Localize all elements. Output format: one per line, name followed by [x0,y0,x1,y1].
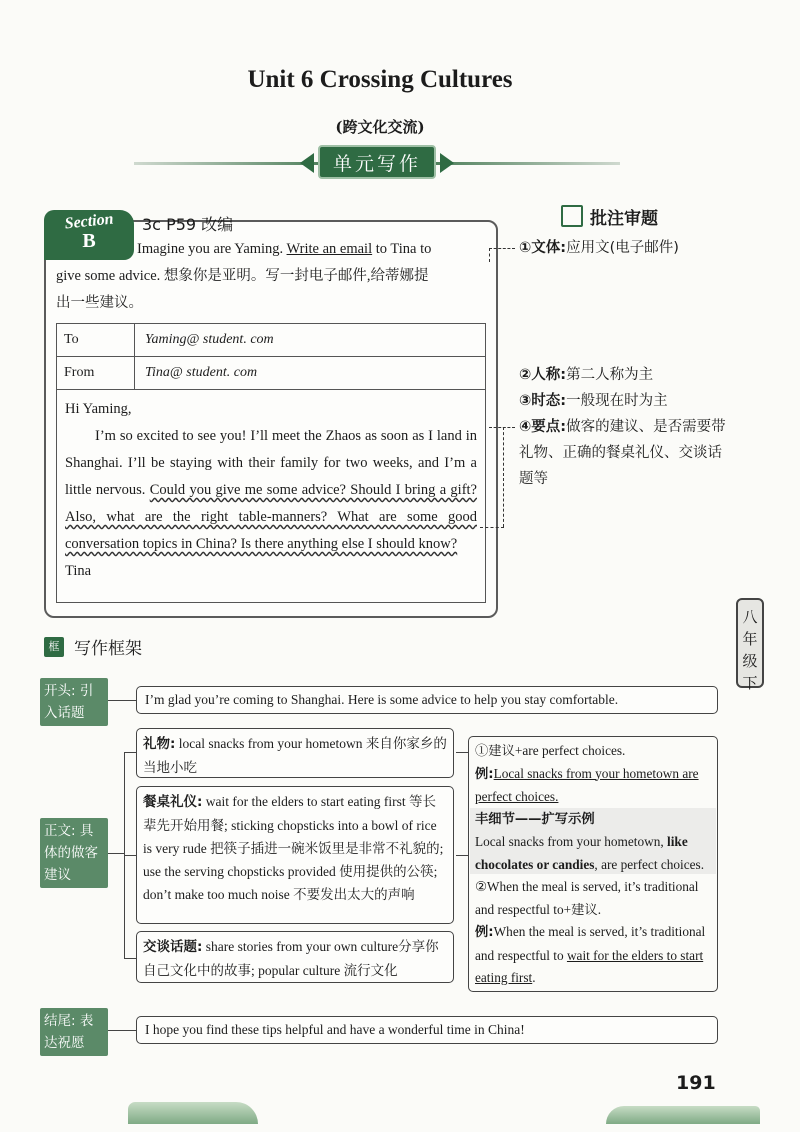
instruction-keyphrase: Write an email [286,241,373,257]
connector-4-foot [480,527,504,528]
email-from-value: Tina@ student. com [145,365,258,380]
connector-4-vertical [503,427,504,527]
detail-c: , are perfect choices. [594,856,705,872]
email-signature: Tina [65,563,92,579]
email-from-label: From [57,357,135,389]
instruction-line-2: give some advice. 想象你是亚明。写一封电子邮件,给蒂娜提 [56,268,429,284]
example-2-a: When the meal is served, it’s traditional and respectful to [475,924,706,963]
annotation-points-text: 做客的建议、是否需要带礼物、正确的餐桌礼仪、交谈话题等 [519,419,726,487]
bracket-tick-3 [124,958,136,959]
banner-line-left [134,162,324,165]
email-to-row [57,324,485,357]
section-word: Section [63,210,115,233]
email-table [56,323,486,603]
annotation-tense-text: 一般现在时为主 [566,393,668,409]
footer-decoration-left [128,1102,258,1124]
example-2-c: . [532,970,536,985]
banner-line-right [434,162,620,165]
connector-4 [489,427,515,428]
gift-head: 礼物: [143,736,176,752]
annotation-genre-text: 应用文(电子邮件) [566,240,679,256]
connector-1 [489,248,515,249]
annotation-tense [519,388,668,414]
framework-icon: 框 [44,637,64,657]
example-1 [475,763,711,809]
annotation-tense-label: ③时态: [519,393,567,409]
pattern-2: ②When the meal is served, it’s traditional and respectful to+建议. [475,879,699,917]
banner-arrow-right-icon [440,153,454,173]
example-1-text: Local snacks from your hometown are perfect choices. [475,765,699,804]
email-paragraph [65,423,477,558]
annotation-person [519,362,653,388]
open-connector [108,700,136,701]
task-source: 3c P59 改编 [142,215,234,234]
right-connector-1 [456,752,468,753]
close-connector [108,1030,136,1031]
email-body-plain: I’m so excited to see you! I’ll meet the Zhaos as soon as I land in Shanghai. I’ll be staying with their family for two weeks, and I’m a little nervous. [65,428,477,498]
email-to-value: Yaming@ student. com [145,332,274,347]
bracket-tick-1 [124,752,136,753]
annotation-person-label: ②人称: [519,367,567,383]
detail-example [475,831,711,876]
instruction-text-end: to Tina to [372,241,432,257]
manners-head: 餐桌礼仪: [143,794,203,810]
instruction-text: Imagine you are Yaming. [137,241,287,257]
email-to-label: To [57,324,135,356]
topics-text: share stories from your own culture分享你自己文化中的故事; popular culture 流行文化 [143,939,439,978]
section-tab [44,210,134,260]
pen-edit-icon [561,205,583,227]
page-number: 191 [676,1072,716,1094]
email-from-row [57,357,485,390]
annotation-genre-label: ①文体: [519,240,567,256]
detail-heading: 丰细节——扩写示例 [475,811,595,827]
pattern-1: ①建议+are perfect choices. [475,743,626,758]
detail-a: Local snacks from your hometown, [475,834,668,849]
right-connector-2 [456,855,468,856]
instruction-line-1 [137,236,489,263]
banner-arrow-left-icon [300,153,314,173]
section-banner: 单元写作 [318,145,436,179]
annotation-genre [519,235,679,261]
gift-text: local snacks from your hometown 来自你家乡的当地小吃 [143,736,447,775]
email-body-questions: Could you give me some advice? Should I bring a gift? Also, what are the right table-manners? What are some good conversation topics in China? Is there anything else I should know? [65,482,477,552]
connector-1-tick [489,248,490,262]
detail-b: like chocolates or candies [475,834,688,872]
example-2-b: wait for the elders to start eating first [475,947,704,985]
opening-label: 开头: 引入话题 [40,678,108,726]
opening-sentence-box: I’m glad you’re coming to Shanghai. Here is some advice to help you stay comfortable. [136,686,718,714]
table-manners-box [136,786,454,924]
unit-subtitle: (跨文化交流) [335,118,425,136]
framework-heading: 写作框架 [74,639,142,659]
annotation-person-text: 第二人称为主 [566,367,654,383]
example-1-label: 例: [475,766,494,782]
topics-box [136,931,454,983]
body-label: 正文: 具体的做客建议 [40,818,108,888]
sentence-pattern-box [468,736,718,992]
annotation-points-label: ④要点: [519,419,567,435]
email-body [57,390,485,602]
annotation-heading: 批注审题 [590,209,658,229]
example-2 [475,921,711,990]
topics-head: 交谈话题: [143,939,203,955]
section-letter: B [82,230,96,252]
example-2-label: 例: [475,925,494,940]
annotation-points [519,414,729,492]
email-greeting: Hi Yaming, [65,401,132,417]
closing-label: 结尾: 表达祝愿 [40,1008,108,1056]
body-connector [108,853,124,854]
gift-box [136,728,454,778]
footer-decoration-right [606,1106,760,1124]
unit-title: Unit 6 Crossing Cultures [247,66,513,93]
grade-side-tab: 八年级下 [736,598,764,688]
manners-text: wait for the elders to start eating first 等长辈先开始用餐; sticking chopsticks into a bowl of rice is very rude 把筷子插进一碗米饭里是非常不礼貌的; use the serving chopsticks provided 使用提供的公筷; don’t make too much noise 不要发出太大的声响 [143,794,444,902]
bracket-tick-2 [124,855,136,856]
instruction-line-3: 出一些建议。 [56,295,143,311]
closing-sentence-box: I hope you find these tips helpful and have a wonderful time in China! [136,1016,718,1044]
